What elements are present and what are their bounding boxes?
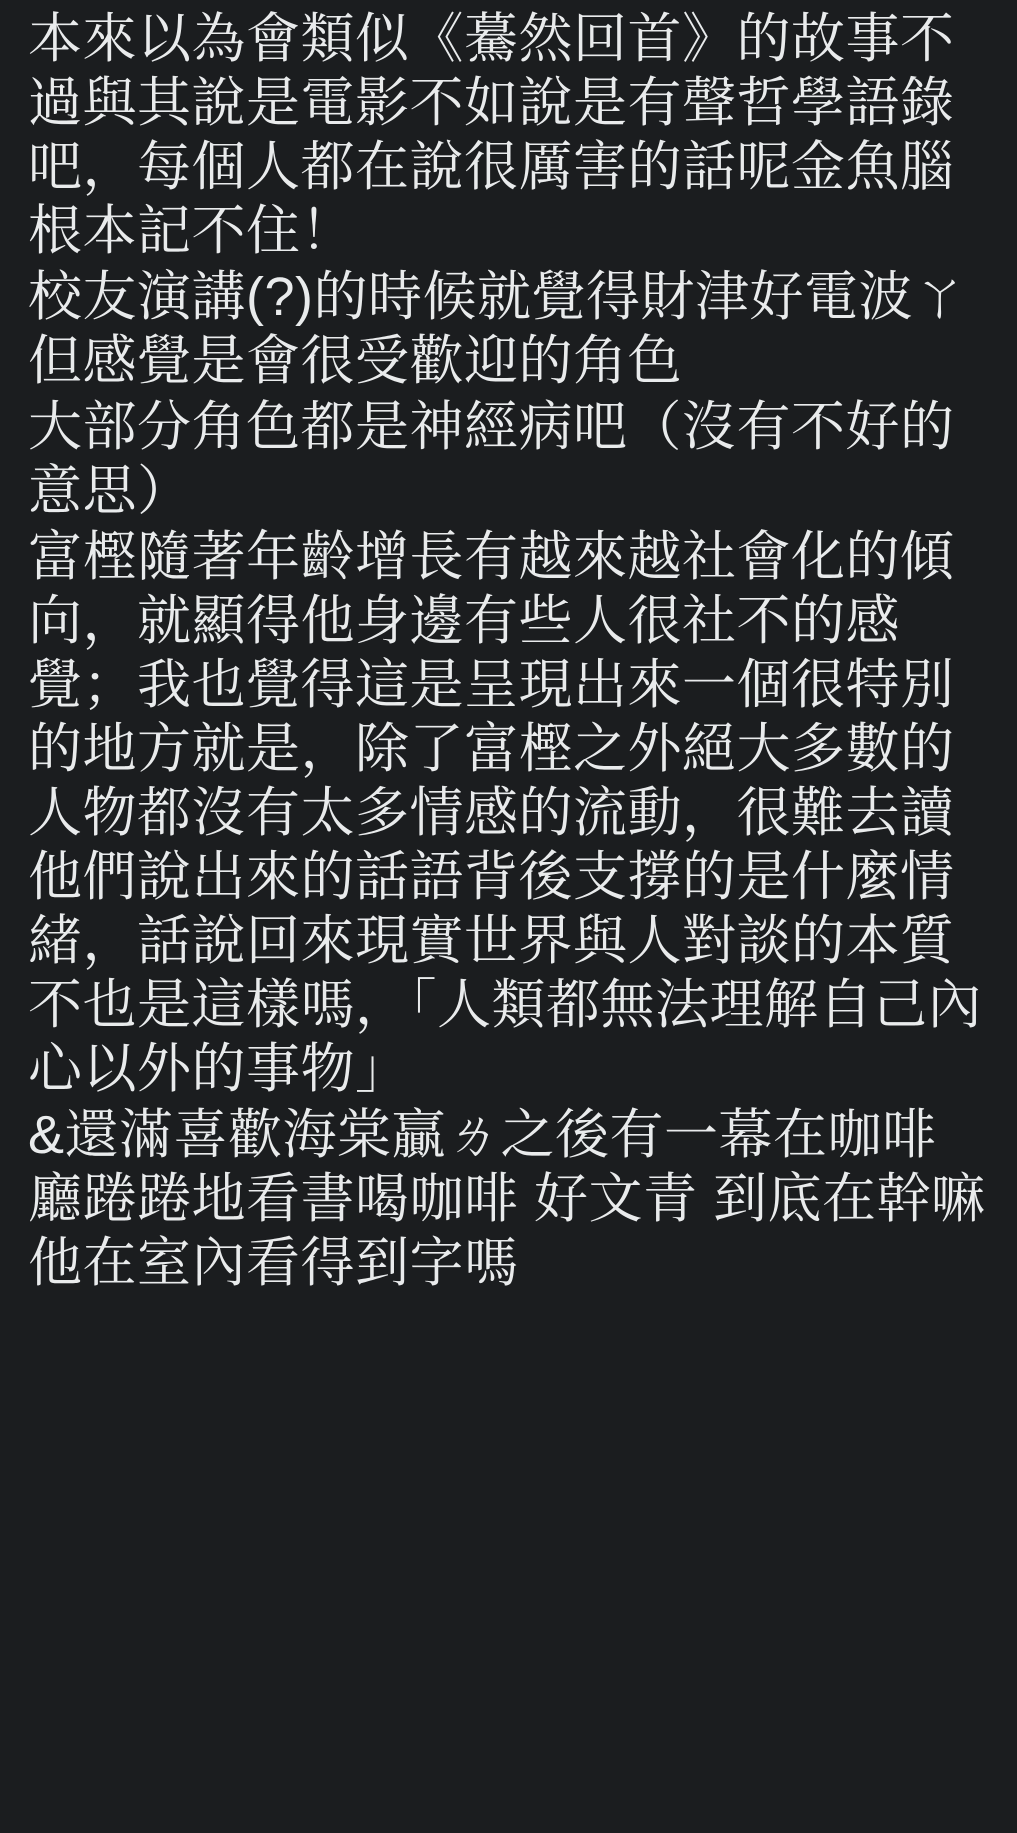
paragraph-3: 大部分角色都是神經病吧（沒有不好的意思）: [28, 396, 955, 521]
paragraph-5: &還滿喜歡海棠贏ㄌ之後有一幕在咖啡廳踡踡地看書喝咖啡 好文青 到底在幹嘛 他在室內看得到字嗎: [28, 1104, 986, 1293]
paragraph-2: 校友演講(?)的時候就覺得財津好電波ㄚ但感覺是會很受歡迎的角色: [28, 266, 968, 391]
note-text-body: [28, 8, 989, 1296]
paragraph-4: 富樫隨著年齡增長有越來越社會化的傾向，就顯得他身邊有些人很社不的感覺；我也覺得這是呈現出來一個很特別的地方就是，除了富樫之外絕大多數的人物都沒有太多情感的流動，很難去讀他們說出來的話語背後支撐的是什麼情緒，話說回來現實世界與人對談的本質不也是這樣嗎，「人類都無法理解自己內心以外的事物」: [28, 526, 982, 1099]
paragraph-1: 本來以為會類似《驀然回首》的故事不過與其說是電影不如說是有聲哲學語錄吧，每個人都在說很厲害的話呢金魚腦根本記不住！: [28, 9, 955, 261]
